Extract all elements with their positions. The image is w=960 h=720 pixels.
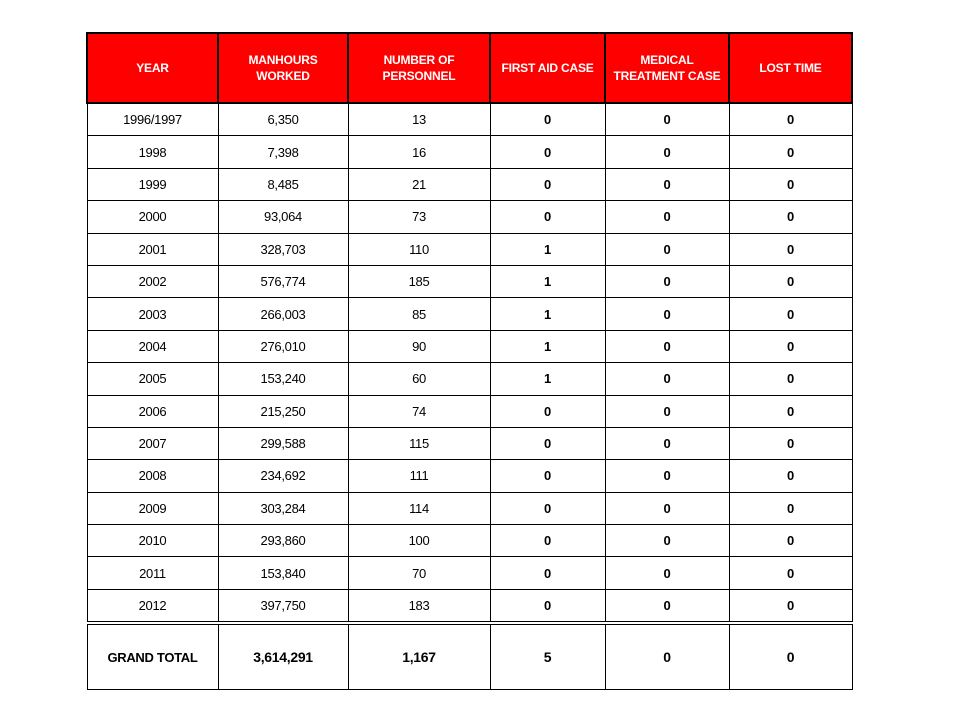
cell-medical: 0 — [605, 395, 729, 427]
cell-year: 1996/1997 — [87, 103, 218, 136]
cell-year: 2009 — [87, 492, 218, 524]
cell-year: 2010 — [87, 525, 218, 557]
safety-statistics-table — [86, 32, 853, 690]
cell-year: 2000 — [87, 201, 218, 233]
cell-lost-time: 0 — [729, 201, 852, 233]
cell-medical: 0 — [605, 557, 729, 589]
cell-year: 2002 — [87, 265, 218, 297]
header-number-of-personnel: NUMBER OF PERSONNEL — [348, 33, 490, 103]
grand-total-first-aid: 5 — [490, 623, 605, 690]
cell-lost-time: 0 — [729, 525, 852, 557]
cell-lost-time: 0 — [729, 168, 852, 200]
cell-manhours: 7,398 — [218, 136, 348, 168]
cell-year: 1998 — [87, 136, 218, 168]
cell-manhours: 234,692 — [218, 460, 348, 492]
cell-manhours: 328,703 — [218, 233, 348, 265]
table-row — [87, 233, 852, 265]
cell-first-aid: 0 — [490, 557, 605, 589]
cell-personnel: 21 — [348, 168, 490, 200]
cell-first-aid: 1 — [490, 298, 605, 330]
header-first-aid-case: FIRST AID CASE — [490, 33, 605, 103]
cell-first-aid: 0 — [490, 201, 605, 233]
cell-first-aid: 0 — [490, 427, 605, 459]
table-row — [87, 168, 852, 200]
header-year: YEAR — [87, 33, 218, 103]
cell-medical: 0 — [605, 363, 729, 395]
cell-personnel: 73 — [348, 201, 490, 233]
table-row — [87, 201, 852, 233]
cell-manhours: 266,003 — [218, 298, 348, 330]
cell-first-aid: 0 — [490, 395, 605, 427]
cell-first-aid: 0 — [490, 460, 605, 492]
table-row — [87, 136, 852, 168]
cell-lost-time: 0 — [729, 427, 852, 459]
cell-medical: 0 — [605, 298, 729, 330]
cell-year: 2001 — [87, 233, 218, 265]
table-row — [87, 427, 852, 459]
cell-year: 2007 — [87, 427, 218, 459]
cell-personnel: 115 — [348, 427, 490, 459]
cell-first-aid: 1 — [490, 265, 605, 297]
cell-manhours: 153,840 — [218, 557, 348, 589]
cell-manhours: 6,350 — [218, 103, 348, 136]
table-body — [87, 103, 852, 623]
cell-personnel: 70 — [348, 557, 490, 589]
grand-total-row — [87, 623, 852, 690]
table-row — [87, 330, 852, 362]
table-row — [87, 525, 852, 557]
cell-year: 2008 — [87, 460, 218, 492]
cell-first-aid: 0 — [490, 525, 605, 557]
cell-first-aid: 1 — [490, 330, 605, 362]
cell-manhours: 93,064 — [218, 201, 348, 233]
cell-personnel: 60 — [348, 363, 490, 395]
cell-medical: 0 — [605, 589, 729, 623]
cell-medical: 0 — [605, 168, 729, 200]
cell-medical: 0 — [605, 201, 729, 233]
table-row — [87, 298, 852, 330]
cell-lost-time: 0 — [729, 265, 852, 297]
cell-personnel: 114 — [348, 492, 490, 524]
cell-year: 2004 — [87, 330, 218, 362]
cell-medical: 0 — [605, 460, 729, 492]
cell-personnel: 85 — [348, 298, 490, 330]
cell-year: 2003 — [87, 298, 218, 330]
header-manhours-worked: MANHOURS WORKED — [218, 33, 348, 103]
cell-first-aid: 0 — [490, 136, 605, 168]
table-row — [87, 460, 852, 492]
table-row — [87, 265, 852, 297]
grand-total-label: GRAND TOTAL — [87, 623, 218, 690]
grand-total-manhours: 3,614,291 — [218, 623, 348, 690]
header-medical-treatment-case: MEDICAL TREATMENT CASE — [605, 33, 729, 103]
cell-medical: 0 — [605, 265, 729, 297]
cell-lost-time: 0 — [729, 233, 852, 265]
header-row — [87, 33, 852, 103]
cell-medical: 0 — [605, 427, 729, 459]
header-lost-time: LOST TIME — [729, 33, 852, 103]
cell-medical: 0 — [605, 103, 729, 136]
cell-personnel: 90 — [348, 330, 490, 362]
cell-lost-time: 0 — [729, 395, 852, 427]
table-row — [87, 395, 852, 427]
cell-lost-time: 0 — [729, 589, 852, 623]
cell-personnel: 74 — [348, 395, 490, 427]
cell-lost-time: 0 — [729, 330, 852, 362]
cell-first-aid: 0 — [490, 168, 605, 200]
cell-lost-time: 0 — [729, 557, 852, 589]
cell-medical: 0 — [605, 136, 729, 168]
cell-manhours: 293,860 — [218, 525, 348, 557]
cell-lost-time: 0 — [729, 492, 852, 524]
safety-statistics-table-container — [86, 32, 851, 690]
cell-medical: 0 — [605, 233, 729, 265]
cell-first-aid: 0 — [490, 103, 605, 136]
cell-lost-time: 0 — [729, 298, 852, 330]
cell-manhours: 8,485 — [218, 168, 348, 200]
cell-manhours: 397,750 — [218, 589, 348, 623]
cell-medical: 0 — [605, 525, 729, 557]
cell-first-aid: 0 — [490, 589, 605, 623]
grand-total-lost-time: 0 — [729, 623, 852, 690]
cell-year: 1999 — [87, 168, 218, 200]
cell-year: 2005 — [87, 363, 218, 395]
cell-manhours: 276,010 — [218, 330, 348, 362]
cell-personnel: 185 — [348, 265, 490, 297]
table-row — [87, 557, 852, 589]
cell-personnel: 111 — [348, 460, 490, 492]
cell-lost-time: 0 — [729, 363, 852, 395]
cell-year: 2006 — [87, 395, 218, 427]
cell-personnel: 13 — [348, 103, 490, 136]
cell-manhours: 153,240 — [218, 363, 348, 395]
cell-lost-time: 0 — [729, 460, 852, 492]
cell-manhours: 215,250 — [218, 395, 348, 427]
cell-personnel: 16 — [348, 136, 490, 168]
cell-year: 2012 — [87, 589, 218, 623]
table-row — [87, 363, 852, 395]
cell-lost-time: 0 — [729, 103, 852, 136]
cell-personnel: 110 — [348, 233, 490, 265]
grand-total-medical: 0 — [605, 623, 729, 690]
cell-medical: 0 — [605, 330, 729, 362]
cell-manhours: 576,774 — [218, 265, 348, 297]
cell-first-aid: 1 — [490, 233, 605, 265]
cell-lost-time: 0 — [729, 136, 852, 168]
cell-first-aid: 0 — [490, 492, 605, 524]
table-row — [87, 589, 852, 623]
table-row — [87, 492, 852, 524]
cell-manhours: 299,588 — [218, 427, 348, 459]
cell-manhours: 303,284 — [218, 492, 348, 524]
cell-personnel: 183 — [348, 589, 490, 623]
table-row — [87, 103, 852, 136]
grand-total-personnel: 1,167 — [348, 623, 490, 690]
cell-personnel: 100 — [348, 525, 490, 557]
cell-first-aid: 1 — [490, 363, 605, 395]
cell-year: 2011 — [87, 557, 218, 589]
cell-medical: 0 — [605, 492, 729, 524]
